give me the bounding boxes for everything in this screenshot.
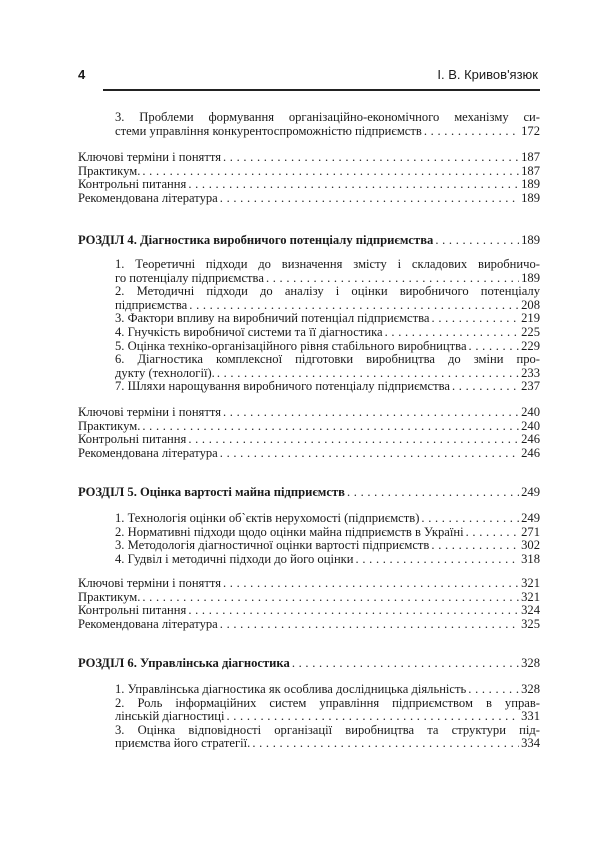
- toc-entry: [115, 683, 540, 697]
- toc-entry-text: Практикум.: [78, 589, 141, 604]
- toc-entry-line: [115, 526, 540, 540]
- toc-entry-line: [115, 272, 540, 286]
- toc-page-number: 321: [521, 576, 540, 590]
- dot-leader: [142, 591, 519, 605]
- dot-leader: [226, 710, 519, 724]
- toc-entry-line: [115, 539, 540, 553]
- toc-entry: [78, 192, 540, 206]
- toc-page-number: 328: [521, 656, 540, 670]
- toc-entry-text: 3. Методологія діагностичної оцінки вартості підприємств: [115, 538, 430, 553]
- toc-page-number: 187: [521, 150, 540, 164]
- toc-entry-text: 7. Шляхи нарощування виробничого потенціалу підприємства: [115, 379, 450, 394]
- toc-page-number: 271: [521, 524, 540, 539]
- toc-page-number: 240: [521, 418, 540, 433]
- toc-entry-line: [115, 340, 540, 354]
- toc-entry: [115, 553, 540, 567]
- toc-entry-line: [78, 192, 540, 206]
- toc-entry: [78, 447, 540, 461]
- toc-entry-line: [78, 604, 540, 618]
- toc-entry-line: [78, 433, 540, 447]
- toc-page-number: 325: [521, 616, 540, 631]
- dot-leader: [223, 577, 519, 591]
- toc-entry: [115, 512, 540, 526]
- toc-entry-line: [115, 683, 540, 697]
- toc-appendix-group: [78, 151, 540, 205]
- dot-leader: [421, 512, 519, 526]
- toc-page-number: 189: [521, 177, 540, 192]
- toc-section-group: [78, 234, 540, 248]
- toc-entry-text: Контрольні питання: [78, 177, 187, 192]
- toc-page-number: 321: [521, 589, 540, 604]
- toc-entry-text: стеми управління конкурентоспроможністю підприємств: [115, 123, 422, 138]
- toc-page-number: 318: [521, 551, 540, 566]
- toc-subsection-group: [115, 683, 540, 751]
- toc-entry-text: 3. Фактори впливу на виробничий потенціал підприємства: [115, 311, 430, 326]
- toc-entry-text: 1. Управлінська діагностика як особлива дослідницька діяльність: [115, 682, 467, 696]
- toc-subsection-group: [115, 512, 540, 566]
- toc-entry: [78, 604, 540, 618]
- dot-leader: [424, 125, 519, 139]
- toc-page-number: 189: [521, 233, 540, 247]
- toc-entry: [115, 111, 540, 138]
- toc-entry-line: [78, 151, 540, 165]
- toc-entry-text: РОЗДІЛ 6. Управлінська діагностика: [78, 656, 290, 670]
- toc-subsection-group: [115, 111, 540, 138]
- dot-leader: [223, 151, 519, 165]
- dot-leader: [252, 737, 519, 751]
- toc-page-number: 328: [521, 682, 540, 696]
- toc-entry: [78, 420, 540, 434]
- toc-subsection-group: [115, 258, 540, 394]
- toc-entry-text: підприємства: [115, 297, 188, 312]
- toc-entry: [115, 539, 540, 553]
- toc-entry-text: Контрольні питання: [78, 603, 187, 618]
- dot-leader: [266, 272, 519, 286]
- toc-entry: [78, 406, 540, 420]
- toc-page-number: 187: [521, 163, 540, 178]
- toc-entry-text: 2. Методичні підходи до аналізу і оцінки виробничого потенціалу: [115, 285, 540, 299]
- toc-entry-text: РОЗДІЛ 5. Оцінка вартості майна підприємств: [78, 485, 345, 499]
- toc-entry-line: [78, 420, 540, 434]
- toc-appendix-group: [78, 406, 540, 460]
- toc-entry-line: [115, 125, 540, 139]
- toc-page-number: 172: [521, 123, 540, 138]
- toc-appendix-group: [78, 577, 540, 631]
- toc-entry-text: РОЗДІЛ 4. Діагностика виробничого потенціалу підприємства: [78, 233, 434, 247]
- toc-entry-line: [78, 486, 540, 500]
- dot-leader: [469, 340, 520, 354]
- running-header-author: І. В. Кривов'язюк: [437, 67, 538, 82]
- toc-page-number: 249: [521, 485, 540, 499]
- dot-leader: [220, 447, 519, 461]
- dot-leader: [188, 178, 519, 192]
- toc-entry: [115, 380, 540, 394]
- toc-entry-line: [115, 367, 540, 381]
- dot-leader: [142, 165, 519, 179]
- dot-leader: [188, 433, 519, 447]
- toc-entry-line: [78, 657, 540, 671]
- toc-entry-text: Контрольні питання: [78, 432, 187, 447]
- toc-entry-text: Рекомендована література: [78, 190, 218, 205]
- toc-entry: [115, 353, 540, 380]
- toc-entry-line: [115, 710, 540, 724]
- toc-entry-line: [115, 299, 540, 313]
- toc-entry-text: го потенціалу підприємства: [115, 270, 264, 285]
- toc-entry: [115, 258, 540, 285]
- toc-entry-text: Рекомендована література: [78, 616, 218, 631]
- toc-entry-text: приємства його стратегії.: [115, 736, 251, 751]
- toc-entry: [115, 697, 540, 724]
- toc-entry: [115, 724, 540, 751]
- toc-entry-text: лінській діагностиці: [115, 709, 225, 724]
- dot-leader: [142, 420, 519, 434]
- toc-entry-text: 3. Оцінка відповідності організації виробництва та структури під-: [115, 723, 540, 737]
- dot-leader: [432, 312, 520, 326]
- toc-page-number: 237: [521, 379, 540, 394]
- dot-leader: [385, 326, 520, 340]
- toc-page-number: 229: [521, 338, 540, 353]
- toc-entry-text: Практикум.: [78, 418, 141, 433]
- toc-entry-text: 5. Оцінка техніко-організаційного рівня стабільного виробництва: [115, 338, 467, 353]
- toc-page-number: 246: [521, 445, 540, 460]
- dot-leader: [217, 367, 519, 381]
- toc-entry-line: [115, 380, 540, 394]
- dot-leader: [435, 234, 519, 248]
- toc-page-number: 225: [521, 324, 540, 339]
- toc-entry-line: [115, 553, 540, 567]
- toc-entry-text: 1. Теоретичні підходи до визначення змісту і складових виробничо-: [115, 258, 540, 271]
- toc-section-group: [78, 657, 540, 671]
- toc-section-heading: [78, 486, 540, 500]
- toc-entry: [78, 591, 540, 605]
- toc-page-number: 240: [521, 405, 540, 419]
- toc-entry-line: [78, 591, 540, 605]
- toc-entry-line: [115, 737, 540, 751]
- toc-entry-line: [78, 577, 540, 591]
- toc-entry: [115, 526, 540, 540]
- toc-entry: [115, 285, 540, 312]
- dot-leader: [220, 192, 519, 206]
- toc-section-heading: [78, 657, 540, 671]
- toc-section-heading: [78, 234, 540, 248]
- toc-page-number: 233: [521, 365, 540, 380]
- toc-entry-text: 1. Технологія оцінки об`єктів нерухомості (підприємств): [115, 511, 420, 525]
- dot-leader: [347, 486, 519, 500]
- toc-entry-text: дукту (технології).: [115, 365, 215, 380]
- dot-leader: [189, 299, 519, 313]
- dot-leader: [452, 380, 519, 394]
- toc-page-number: 208: [521, 297, 540, 312]
- dot-leader: [223, 406, 519, 420]
- toc-entry-text: 2. Роль інформаційних систем управління підприємством в управ-: [115, 696, 540, 710]
- toc-entry: [78, 433, 540, 447]
- toc-entry: [115, 340, 540, 354]
- toc-entry-text: 4. Гнучкість виробничої системи та її діагностика: [115, 324, 383, 339]
- toc-entry: [78, 165, 540, 179]
- toc-entry-text: 6. Діагностика комплексної підготовки виробництва до зміни про-: [115, 353, 540, 367]
- toc-page-number: 219: [521, 311, 540, 326]
- toc-entry-line: [78, 618, 540, 632]
- toc-page-number: 189: [521, 270, 540, 285]
- dot-leader: [188, 604, 519, 618]
- toc-entry-line: [78, 178, 540, 192]
- toc-entry-text: Рекомендована література: [78, 445, 218, 460]
- toc-entry: [78, 577, 540, 591]
- dot-leader: [466, 526, 520, 540]
- dot-leader: [220, 618, 519, 632]
- toc-entry-text: Ключові терміни і поняття: [78, 576, 221, 590]
- toc-entry: [78, 151, 540, 165]
- page-number: 4: [78, 67, 86, 82]
- toc-entry-text: 4. Гудвіл і методичні підходи до його оцінки: [115, 551, 354, 566]
- toc-entry: [115, 326, 540, 340]
- toc-entry-line: [78, 406, 540, 420]
- dot-leader: [468, 683, 519, 697]
- toc-page-number: 189: [521, 190, 540, 205]
- toc-entry: [115, 312, 540, 326]
- toc-entry-text: 3. Проблеми формування організаційно-економічного механізму си-: [115, 111, 540, 124]
- toc-page-number: 324: [521, 603, 540, 618]
- toc-entry-line: [115, 512, 540, 526]
- toc-page-number: 331: [521, 709, 540, 724]
- toc-entry-line: [78, 234, 540, 248]
- dot-leader: [292, 657, 519, 671]
- toc-section-group: [78, 486, 540, 500]
- toc-page-number: 249: [521, 511, 540, 525]
- dot-leader: [356, 553, 520, 567]
- toc-entry-text: Ключові терміни і поняття: [78, 405, 221, 419]
- toc-entry-line: [78, 447, 540, 461]
- toc-entry-line: [115, 312, 540, 326]
- toc-entry-line: [115, 326, 540, 340]
- toc-entry-text: Ключові терміни і поняття: [78, 150, 221, 164]
- toc-page-number: 302: [521, 538, 540, 553]
- toc-entry: [78, 618, 540, 632]
- toc-entry-line: [78, 165, 540, 179]
- toc-entry-text: Практикум.: [78, 163, 141, 178]
- toc-entry: [78, 178, 540, 192]
- header-rule: [103, 89, 540, 91]
- toc-page-number: 334: [521, 736, 540, 751]
- dot-leader: [431, 539, 519, 553]
- toc-page-number: 246: [521, 432, 540, 447]
- toc-entry-text: 2. Нормативні підходи щодо оцінки майна підприємств в Україні: [115, 524, 464, 539]
